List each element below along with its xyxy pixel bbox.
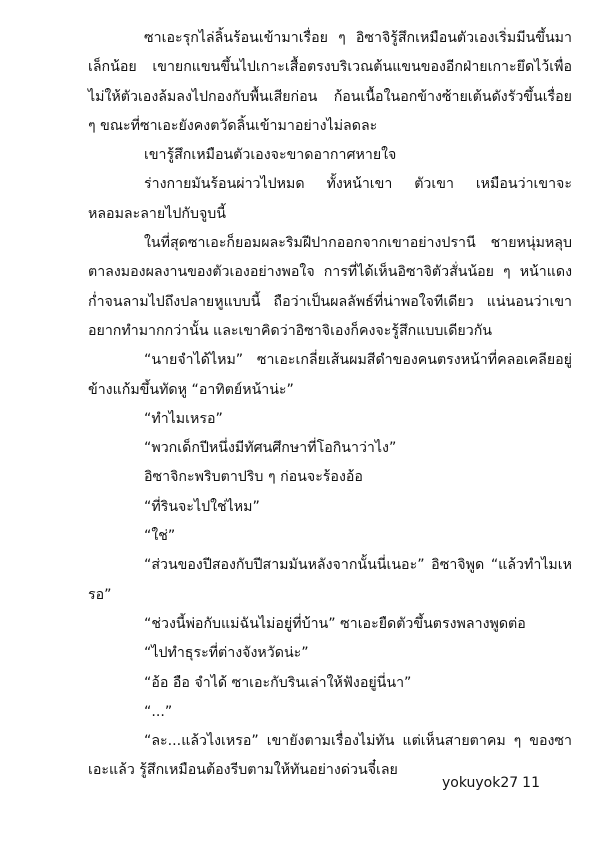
paragraph: “ไปทำธุระที่ต่างจังหวัดน่ะ”: [144, 645, 309, 662]
paragraph: “ส่วนของปีสองกับปีสามมันหลังจากนั้นนี่เนอะ” อิซาจิพูด “แล้วทำไมเหรอ”: [88, 557, 572, 603]
paragraph: “พวกเด็กปีหนึ่งมีทัศนศึกษาที่โอกินาว่าไง”: [144, 440, 397, 457]
paragraph: ร่างกายมันร้อนผ่าวไปหมด ทั้งหน้าเขา ตัวเขา เหมือนว่าเขาจะหลอมละลายไปกับจูบนี้: [88, 176, 572, 222]
paragraph: “ละ...แล้วไงเหรอ” เขายังตามเรื่องไม่ทัน แต่เห็นสายตาคม ๆ ของซาเอะแล้ว รู้สึกเหมือนต้องรีบตามให้ทันอย่างด่วนจี๋เลย: [88, 733, 572, 779]
paragraph: “นายจำได้ไหม” ซาเอะเกลี่ยเส้นผมสีดำของคนตรงหน้าที่คลอเคลียอยู่ข้างแก้มขึ้นทัดหู “อาทิตย์หน้าน่ะ”: [88, 352, 572, 398]
paragraph: “ทำไมเหรอ”: [144, 410, 223, 427]
paragraph: ในที่สุดซาเอะก็ยอมผละริมฝีปากออกจากเขาอย่างปรานี ชายหนุ่มหลุบตาลงมองผลงานของตัวเองอย่างพอใจ การที่ได้เห็นอิซาจิตัวสั่นน้อย ๆ หน้าแดงก่ำจนลามไปถึงปลายหูแบบนี้ ถือว่าเป็นผลลัพธ์ที่น่าพอใจทีเดียว แน่นอนว่าเขาอยากทำมากกว่านั้น และเขาคิดว่าอิซาจิเองก็คงจะรู้สึกแบบเดียวกัน: [88, 235, 572, 339]
paragraph: “ช่วงนี้พ่อกับแม่ฉันไม่อยู่ที่บ้าน” ซาเอะยืดตัวขึ้นตรงพลางพูดต่อ: [144, 615, 526, 632]
page-number: 11: [522, 775, 540, 791]
paragraph: “อ้อ อือ จำได้ ซาเอะกับรินเล่าให้ฟังอยู่นี่นา”: [144, 674, 412, 691]
page-body: [88, 24, 572, 786]
paragraph: “ใช่”: [144, 528, 176, 545]
footer-author: yokuyok27: [441, 775, 519, 791]
paragraph: ซาเอะรุกไล่ลิ้นร้อนเข้ามาเรื่อย ๆ อิซาจิรู้สึกเหมือนตัวเองเริ่มมีนขึ้นมาเล็กน้อย เขายกแขนขึ้นไปเกาะเสื้อตรงบริเวณต้นแขนของอีกฝ่ายเกาะยึดไว้เพื่อไม่ให้ตัวเองล้มลงไปกองกับพื้นเสียก่อน ก้อนเนื้อในอกข้างซ้ายเต้นดังรัวขึ้นเรื่อย ๆ ขณะที่ซาเอะยังคงตวัดลิ้นเข้ามาอย่างไม่ลดละ: [88, 30, 572, 134]
page-footer: [0, 775, 540, 791]
paragraph: “ที่รินจะไปใช่ไหม”: [144, 498, 260, 515]
paragraph: เขารู้สึกเหมือนตัวเองจะขาดอากาศหายใจ: [144, 147, 397, 164]
paragraph: “...”: [144, 703, 173, 720]
paragraph: อิซาจิกะพริบตาปริบ ๆ ก่อนจะร้องอ้อ: [144, 469, 363, 486]
